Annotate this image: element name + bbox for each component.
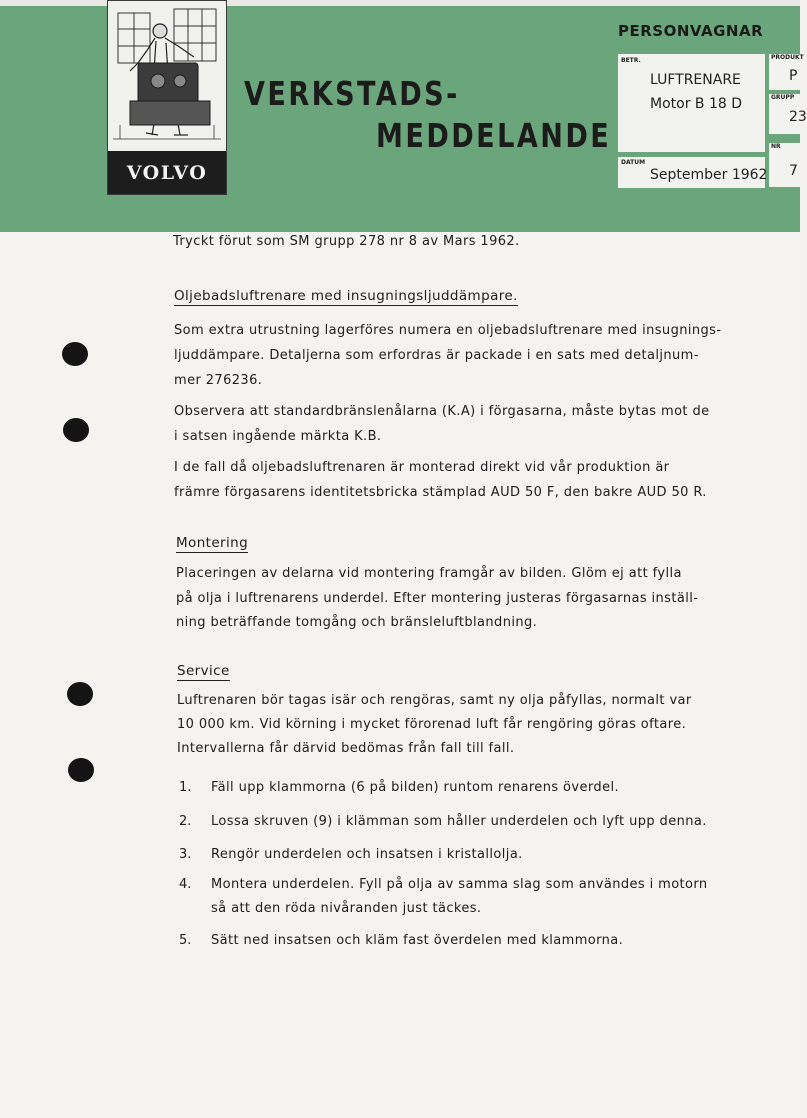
datum-box [618,157,768,188]
paragraph-line: I de fall då oljebadsluftrenaren är monterad direkt vid vår produktion är [174,460,670,475]
datum-value: September 1962 [650,167,768,183]
paragraph-line: Intervallerna får därvid bedömas från fall till fall. [177,741,515,756]
grupp-box [769,94,807,134]
step-number: 2. [179,814,192,829]
produkt-value: P [789,68,798,84]
step-text: Sätt ned insatsen och kläm fast överdelen med klammorna. [211,933,624,948]
step-number: 3. [179,847,192,862]
volvo-logo-plate [108,151,226,194]
binder-hole [67,682,93,706]
paragraph-line: Som extra utrustning lagerföres numera en oljebadsluftrenare med insugnings- [174,323,722,338]
printed-note: Tryckt förut som SM grupp 278 nr 8 av Mars 1962. [173,234,520,249]
document-title-line1: VERKSTADS- [244,74,460,113]
paragraph-line: ning beträffande tomgång och bränsleluftblandning. [176,615,538,630]
step-text: Montera underdelen. Fyll på olja av samma slag som användes i motorn [211,877,708,892]
produkt-label: PRODUKT [771,54,804,61]
paragraph-line: i satsen ingående märkta K.B. [174,429,382,444]
step-text: Rengör underdelen och insatsen i kristallolja. [211,847,523,862]
paragraph-line: Placeringen av delarna vid montering framgår av bilden. Glöm ej att fylla [176,566,682,581]
nr-box [769,143,800,187]
section-heading-service: Service [177,663,230,679]
section-heading-oil-bath: Oljebadsluftrenare med insugningsljuddämpare. [174,288,518,304]
binder-hole [62,342,88,366]
grupp-label: GRUPP [771,94,795,101]
step-number: 5. [179,933,192,948]
mechanic-illustration [108,1,226,151]
nr-value: 7 [789,163,798,179]
category-label: PERSONVAGNAR [618,22,764,40]
step-number: 4. [179,877,192,892]
nr-label: NR [771,143,781,150]
step-text: Lossa skruven (9) i klämman som håller underdelen och lyft upp denna. [211,814,707,829]
section-heading-montering: Montering [176,535,249,551]
datum-label: DATUM [621,159,646,166]
step-number: 1. [179,780,192,795]
binder-hole [63,418,89,442]
betr-box [618,54,765,152]
paragraph-line: främre förgasarens identitetsbricka stämplad AUD 50 F, den bakre AUD 50 R. [174,485,707,500]
paragraph-line: ljuddämpare. Detaljerna som erfordras är packade i en sats med detaljnum- [174,348,699,363]
paragraph-line: Luftrenaren bör tagas isär och rengöras, samt ny olja påfyllas, normalt var [177,693,692,708]
paragraph-line: Observera att standardbränslenålarna (K.A) i förgasarna, måste bytas mot de [174,404,710,419]
betr-line1: LUFTRENARE [650,72,741,88]
betr-label: BETR. [621,57,641,64]
binder-hole [68,758,94,782]
document-title-line2: MEDDELANDE [376,116,612,155]
step-text: så att den röda nivåranden just täckes. [211,901,482,916]
paragraph-line: på olja i luftrenarens underdel. Efter montering justeras förgasarnas inställ- [176,591,699,606]
step-text: Fäll upp klammorna (6 på bilden) runtom renarens överdel. [211,780,620,795]
paragraph-line: mer 276236. [174,373,263,388]
betr-line2: Motor B 18 D [650,96,743,112]
logo-box [107,0,227,195]
paragraph-line: 10 000 km. Vid körning i mycket förorenad luft får rengöring göras oftare. [177,717,687,732]
produkt-box [769,54,804,90]
brand-wordmark: VOLVO [126,161,208,184]
grupp-value: 23 [789,109,807,125]
